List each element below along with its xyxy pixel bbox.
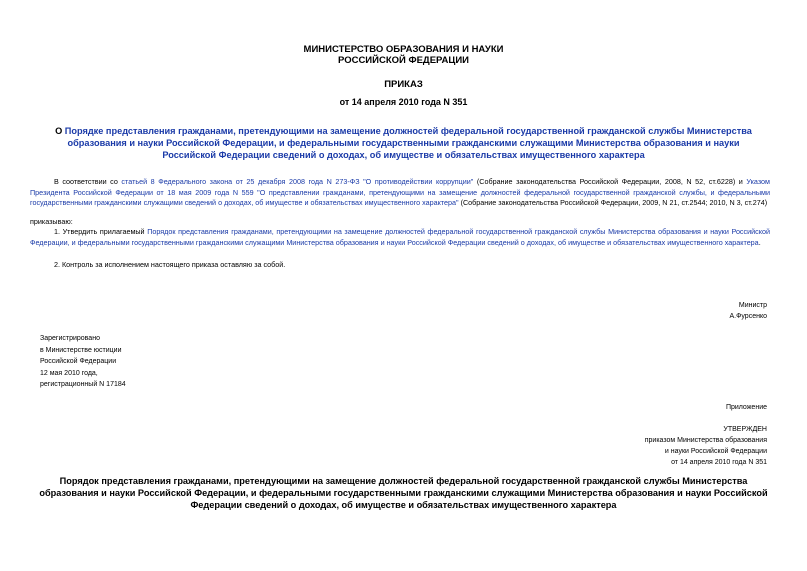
approval-heading: УТВЕРЖДЕН: [723, 426, 767, 433]
appendix-label: Приложение: [725, 404, 767, 411]
item-1-text-a: 1. Утвердить прилагаемый: [54, 227, 148, 236]
approval-line-3: от 14 апреля 2010 года N 351: [671, 459, 767, 466]
registration-line-2: в Министерстве юстиции: [40, 346, 122, 354]
procedure-title: Порядок представления гражданами, претендующими на замещение должностей федеральной государственной гражданской службы Министерства образования и науки Российской Федерации, и федеральными государственными гражданскими служащими Министерства образования и науки Российской Федерации сведений о доходах, об имуществе и обязательствах имущественного характера: [39, 476, 768, 510]
law-article-link[interactable]: статьей 8 Федерального закона от 25 декабря 2008 года N 273-ФЗ "О противодействии коррупции": [121, 177, 474, 186]
document-title: [40, 125, 767, 161]
preamble-text-a: В соответствии со: [54, 177, 122, 186]
title-prefix: О: [55, 126, 65, 136]
ministry-line-1: МИНИСТЕРСТВО ОБРАЗОВАНИЯ И НАУКИ: [303, 44, 504, 55]
signature-block: [729, 300, 767, 322]
item-1-text-b: .: [758, 237, 761, 247]
preamble-text-c: (Собрание законодательства Российской Федерации, 2009, N 21, ст.2544; 2010, N 3, ст.274): [458, 198, 768, 207]
registration-line-3: Российской Федерации: [40, 358, 117, 365]
ministry-line-2: РОССИЙСКОЙ ФЕДЕРАЦИИ: [337, 55, 469, 66]
order-date: от 14 апреля 2010 года N 351: [339, 97, 468, 107]
item-2-paragraph: 2. Контроль за исполнением настоящего приказа оставляю за собой.: [54, 260, 286, 269]
signature-position: Министр: [738, 302, 767, 309]
presidential-decree-link[interactable]: Указом Президента Российской Федерации от 18 мая 2009 года N 559 "О представлении гражданами, претендующими на замещение должностей федеральной государственной гражданской службы, и федеральными государственными гражданскими служащими сведений о доходах, об имуществе и обязательствах имущественного характера": [30, 177, 770, 207]
ministry-header: [0, 44, 807, 66]
registration-line-1: Зарегистрировано: [40, 335, 100, 342]
item-1-paragraph: [30, 227, 770, 248]
preamble-text-b: (Собрание законодательства Российской Федерации, 2008, N 52, ст.6228) и: [473, 177, 747, 186]
registration-block: [40, 333, 126, 391]
approval-line-2: и науки Российской Федерации: [664, 448, 767, 455]
signature-name: А.Фурсенко: [729, 313, 767, 320]
registration-line-4: 12 мая 2010 года,: [40, 369, 98, 377]
order-heading: ПРИКАЗ: [384, 79, 423, 90]
approval-block: [645, 424, 767, 468]
title-link[interactable]: Порядке представления гражданами, претендующими на замещение должностей федеральной государственной гражданской службы Министерства образования и науки Российской Федерации, и федеральными государственными гражданскими служащими Министерства образования и науки Российской Федерации сведений о доходах, об имуществе и обязательствах имущественного характера: [64, 126, 752, 160]
procedure-link[interactable]: Порядок представления гражданами, претендующими на замещение должностей федеральной государственной гражданской службы Министерства образования и науки Российской Федерации, и федеральными государственными гражданскими служащими Министерства образования и науки Российской Федерации сведений о доходах, об имуществе и обязательствах имущественного характера: [30, 227, 770, 247]
preamble-paragraph: [30, 177, 770, 209]
order-verb: приказываю:: [30, 217, 73, 226]
registration-line-5: регистрационный N 17184: [40, 381, 126, 388]
approval-line-1: приказом Министерства образования: [644, 437, 767, 444]
